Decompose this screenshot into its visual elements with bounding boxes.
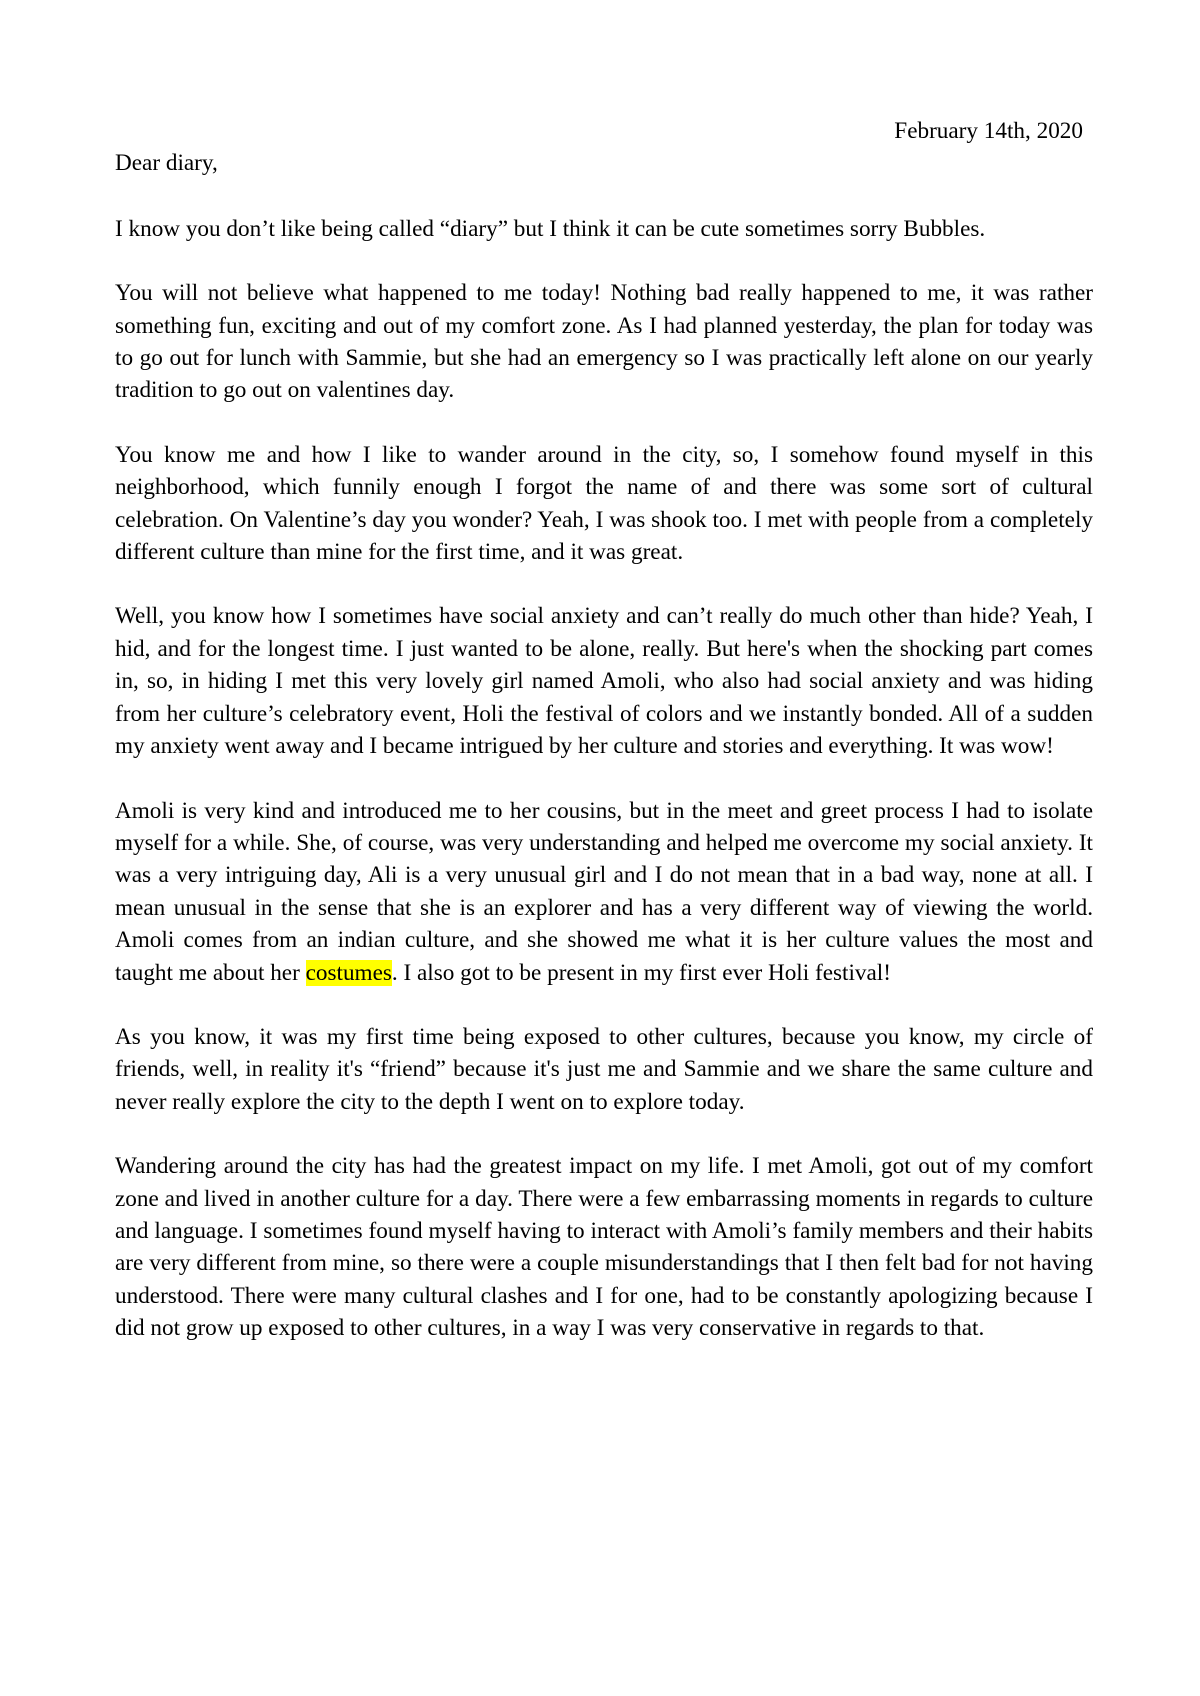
paragraph-5-text-end: . I also got to be present in my first ever Holi festival!: [391, 959, 891, 986]
salutation: Dear diary,: [115, 150, 218, 177]
paragraph-5-text-start: Amoli is very kind and introduced me to her cousins, but in the meet and greet process I had to isolate myself for a while. She, of course, was very understanding and helped me overcome my social anxiety. It was a very intriguing day, Ali is a very unusual girl and I do not mean that in a bad way, none at all. I mean unusual in the sense that she is an explorer and has a very different way of viewing the world. Amoli comes from an indian culture, and she showed me what it is her culture values the most and taught me about her: [115, 797, 1093, 986]
paragraph-6: As you know, it was my first time being exposed to other cultures, because you know, my circle of friends, well, in reality it's “friend” because it's just me and Sammie and we share the same culture and never really explore the city to the depth I went on to explore today.: [115, 1023, 1093, 1115]
paragraph-3: You know me and how I like to wander around in the city, so, I somehow found myself in this neighborhood, which funnily enough I forgot the name of and there was some sort of cultural celebration. On Valentine’s day you wonder? Yeah, I was shook too. I met with people from a completely different culture than mine for the first time, and it was great.: [115, 441, 1093, 566]
paragraph-5: [115, 795, 1093, 989]
entry-date: February 14th, 2020: [894, 118, 1083, 144]
paragraph-2: You will not believe what happened to me today! Nothing bad really happened to me, it was rather something fun, exciting and out of my comfort zone. As I had planned yesterday, the plan for today was to go out for lunch with Sammie, but she had an emergency so I was practically left alone on our yearly tradition to go out on valentines day.: [115, 280, 1093, 404]
paragraph-4: Well, you know how I sometimes have social anxiety and can’t really do much other than hide? Yeah, I hid, and for the longest time. I just wanted to be alone, really. But here's when the shocking part comes in, so, in hiding I met this very lovely girl named Amoli, who also had social anxiety and was hiding from her culture’s celebratory event, Holi the festival of colors and we instantly bonded. All of a sudden my anxiety went away and I became intrigued by her culture and stories and everything. It was wow!: [115, 603, 1093, 760]
highlighted-word: costumes: [305, 959, 392, 986]
paragraph-1: I know you don’t like being called “diary” but I think it can be cute sometimes sorry Bubbles.: [115, 215, 986, 242]
diary-entry: [115, 105, 1093, 1345]
paragraph-7: Wandering around the city has had the greatest impact on my life. I met Amoli, got out of my comfort zone and lived in another culture for a day. There were a few embarrassing moments in regards to culture and language. I sometimes found myself having to interact with Amoli’s family members and their habits are very different from mine, so there were a couple misunderstandings that I then felt bad for not having understood. There were many cultural clashes and I for one, had to be constantly apologizing because I did not grow up exposed to other cultures, in a way I was very conservative in regards to that.: [115, 1153, 1093, 1342]
